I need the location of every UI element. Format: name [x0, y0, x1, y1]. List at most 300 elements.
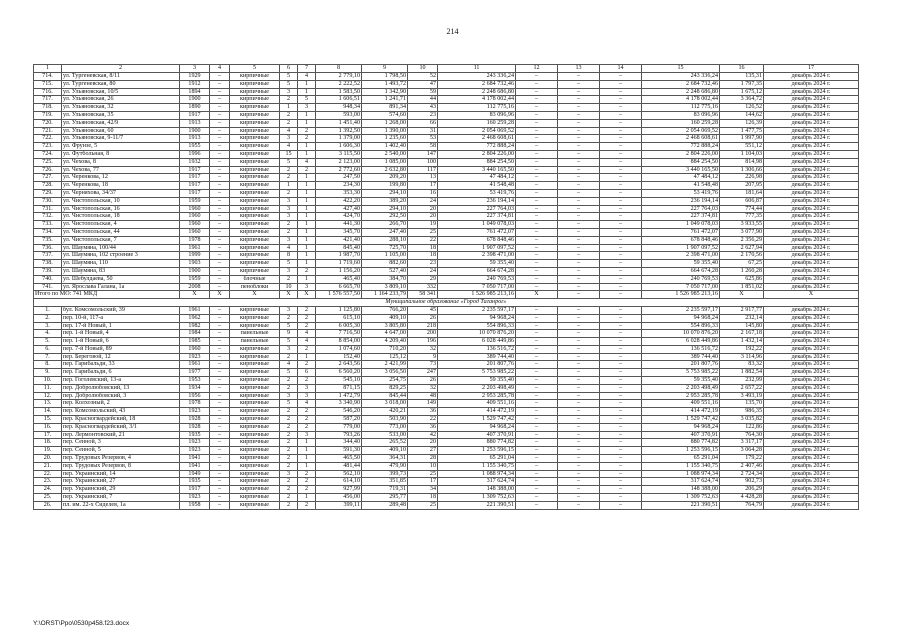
- table-cell: 766,20: [362, 306, 408, 314]
- table-cell: 717.: [34, 96, 62, 104]
- table-cell: 6 028 449,86: [438, 338, 516, 346]
- table-cell: –: [210, 150, 230, 158]
- table-row: [34, 73, 859, 81]
- table-cell: –: [600, 80, 642, 88]
- table-cell: 26.: [34, 501, 62, 509]
- table-cell: декабрь 2024 г.: [764, 213, 859, 221]
- table-cell: 47: [408, 80, 438, 88]
- table-cell: 207,95: [720, 182, 764, 190]
- table-cell: 1932: [180, 158, 210, 166]
- table-cell: 1 606,30: [316, 143, 362, 151]
- table-cell: 201 807,76: [438, 361, 516, 369]
- table-cell: 3 493,19: [720, 392, 764, 400]
- table-cell: 2: [280, 314, 298, 322]
- table-cell: 2 779,10: [316, 73, 362, 81]
- table-cell: –: [558, 189, 600, 197]
- table-cell: –: [210, 166, 230, 174]
- table-cell: декабрь 2024 г.: [764, 431, 859, 439]
- table-cell: –: [210, 80, 230, 88]
- table-cell: 3: [280, 470, 298, 478]
- table-cell: –: [558, 455, 600, 463]
- table-cell: 9.: [34, 369, 62, 377]
- table-cell: 1 797,35: [720, 80, 764, 88]
- table-cell: 678 848,46: [438, 236, 516, 244]
- table-cell: –: [516, 275, 558, 283]
- table-row: [34, 228, 859, 236]
- table-cell: ул. Фрунзе, 5: [62, 143, 180, 151]
- table-cell: 2: [280, 221, 298, 229]
- table-cell: –: [600, 330, 642, 338]
- table-cell: 1913: [180, 119, 210, 127]
- table-cell: 1929: [180, 73, 210, 81]
- table-cell: декабрь 2024 г.: [764, 322, 859, 330]
- table-cell: –: [516, 486, 558, 494]
- table-cell: 247: [408, 369, 438, 377]
- table-cell: 593,00: [316, 111, 362, 119]
- table-cell: декабрь 2024 г.: [764, 392, 859, 400]
- table-cell: –: [210, 392, 230, 400]
- table-cell: 1 907 097,52: [642, 244, 720, 252]
- table-cell: 3: [298, 384, 316, 392]
- table-cell: –: [558, 104, 600, 112]
- table-cell: 728.: [34, 182, 62, 190]
- table-cell: 364,31: [362, 455, 408, 463]
- table-cell: –: [210, 275, 230, 283]
- table-cell: 200: [408, 330, 438, 338]
- table-cell: 6 028 449,86: [642, 338, 720, 346]
- table-cell: –: [516, 478, 558, 486]
- table-cell: –: [558, 111, 600, 119]
- table-cell: 3: [280, 135, 298, 143]
- table-cell: 12: [516, 65, 558, 73]
- table-cell: 4: [280, 127, 298, 135]
- table-cell: декабрь 2024 г.: [764, 486, 859, 494]
- table-cell: 1 241,71: [362, 96, 408, 104]
- table-cell: 3: [280, 392, 298, 400]
- table-cell: 221 390,51: [438, 501, 516, 509]
- table-cell: –: [210, 478, 230, 486]
- table-cell: –: [600, 338, 642, 346]
- table-cell: 414 472,19: [642, 408, 720, 416]
- table-cell: –: [558, 127, 600, 135]
- table-cell: пер. Украинский, 7: [62, 494, 180, 502]
- table-cell: 733.: [34, 221, 62, 229]
- table-cell: 2: [280, 431, 298, 439]
- table-cell: 53 419,76: [642, 189, 720, 197]
- table-cell: 414 472,19: [438, 408, 516, 416]
- table-cell: 3 809,10: [362, 283, 408, 291]
- table-cell: –: [516, 244, 558, 252]
- table-cell: –: [600, 447, 642, 455]
- table-cell: панельные: [230, 330, 280, 338]
- table-cell: 1928: [180, 423, 210, 431]
- table-cell: –: [210, 96, 230, 104]
- table-cell: кирпичные: [230, 80, 280, 88]
- table-cell: –: [516, 213, 558, 221]
- table-cell: ул. Ульяновская, 10/5: [62, 88, 180, 96]
- table-cell: декабрь 2024 г.: [764, 462, 859, 470]
- table-cell: 4 428,28: [720, 494, 764, 502]
- table-cell: –: [516, 361, 558, 369]
- table-cell: 232,99: [720, 377, 764, 385]
- table-cell: Итого по МО: 741 МКД: [34, 291, 180, 299]
- table-cell: кирпичные: [230, 96, 280, 104]
- table-cell: ул. Шаумяна, 83: [62, 267, 180, 275]
- table-cell: –: [600, 345, 642, 353]
- table-cell: –: [558, 361, 600, 369]
- table-cell: –: [516, 221, 558, 229]
- table-cell: декабрь 2024 г.: [764, 127, 859, 135]
- table-cell: 774,44: [720, 205, 764, 213]
- table-cell: 722.: [34, 135, 62, 143]
- table-cell: кирпичные: [230, 361, 280, 369]
- table-cell: декабрь 2024 г.: [764, 205, 859, 213]
- table-cell: 5: [280, 322, 298, 330]
- table-cell: 24: [408, 267, 438, 275]
- table-cell: 20: [408, 439, 438, 447]
- table-cell: 407 370,91: [438, 431, 516, 439]
- table-cell: 1 907 097,52: [438, 244, 516, 252]
- table-cell: –: [558, 221, 600, 229]
- table-cell: 409,10: [362, 447, 408, 455]
- table-cell: 664 674,28: [642, 267, 720, 275]
- table-cell: кирпичные: [230, 377, 280, 385]
- table-cell: 13: [558, 65, 600, 73]
- table-cell: 678 848,46: [642, 236, 720, 244]
- table-cell: 1917: [180, 166, 210, 174]
- table-cell: 5: [280, 400, 298, 408]
- table-cell: 3 440 165,50: [438, 166, 516, 174]
- table-cell: декабрь 2024 г.: [764, 182, 859, 190]
- table-cell: 721.: [34, 127, 62, 135]
- table-cell: 1 049 078,03: [438, 221, 516, 229]
- table-cell: 3 114,96: [720, 353, 764, 361]
- table-cell: 3: [280, 197, 298, 205]
- table-cell: 53 419,76: [438, 189, 516, 197]
- table-cell: декабрь 2024 г.: [764, 384, 859, 392]
- table-cell: 732.: [34, 213, 62, 221]
- table-cell: –: [558, 369, 600, 377]
- table-cell: –: [210, 213, 230, 221]
- table-cell: 24: [408, 197, 438, 205]
- table-row: [34, 478, 859, 486]
- table-cell: 351,85: [362, 478, 408, 486]
- table-cell: –: [600, 244, 642, 252]
- table-cell: панельные: [230, 338, 280, 346]
- table-cell: 7 716,50: [316, 330, 362, 338]
- table-cell: 389 744,40: [642, 353, 720, 361]
- table-cell: 13.: [34, 400, 62, 408]
- table-cell: кирпичные: [230, 369, 280, 377]
- table-cell: 19: [408, 221, 438, 229]
- table-cell: –: [210, 127, 230, 135]
- table-cell: 2 953 285,78: [438, 392, 516, 400]
- table-cell: 3: [298, 104, 316, 112]
- table-cell: декабрь 2024 г.: [764, 96, 859, 104]
- table-cell: –: [210, 88, 230, 96]
- table-cell: 42: [408, 431, 438, 439]
- table-cell: 718.: [34, 104, 62, 112]
- table-cell: –: [516, 431, 558, 439]
- table-cell: 2: [280, 275, 298, 283]
- table-cell: 527,40: [362, 267, 408, 275]
- table-cell: –: [600, 392, 642, 400]
- table-cell: 1923: [180, 353, 210, 361]
- table-cell: –: [600, 431, 642, 439]
- table-cell: 2 054 069,52: [438, 127, 516, 135]
- table-cell: 3 933,55: [720, 221, 764, 229]
- table-cell: 73: [408, 361, 438, 369]
- table-cell: 1956: [180, 392, 210, 400]
- table-cell: –: [558, 338, 600, 346]
- table-cell: 734.: [34, 228, 62, 236]
- table-cell: 1: [280, 104, 298, 112]
- table-cell: 3: [180, 65, 210, 73]
- housing-table-wrapper: [33, 64, 858, 510]
- table-cell: кирпичные: [230, 228, 280, 236]
- table-row: [34, 213, 859, 221]
- table-cell: 2: [298, 306, 316, 314]
- table-cell: 41 548,48: [438, 182, 516, 190]
- table-cell: 3.: [34, 322, 62, 330]
- table-cell: 1 576 557,50: [316, 291, 362, 299]
- table-cell: 6 560,20: [316, 369, 362, 377]
- table-cell: 3 018,00: [362, 400, 408, 408]
- table-cell: –: [516, 338, 558, 346]
- table-cell: 83 096,96: [438, 111, 516, 119]
- table-cell: –: [600, 150, 642, 158]
- table-cell: 1 088 974,34: [642, 470, 720, 478]
- table-row: [34, 104, 859, 112]
- table-cell: 761 472,07: [438, 228, 516, 236]
- table-cell: 160 259,28: [438, 119, 516, 127]
- table-row: [34, 143, 859, 151]
- table-cell: 591,30: [316, 447, 362, 455]
- table-cell: 199,80: [362, 182, 408, 190]
- table-cell: 1917: [180, 182, 210, 190]
- table-cell: –: [600, 478, 642, 486]
- table-cell: –: [600, 501, 642, 509]
- table-cell: 1 529 747,42: [438, 416, 516, 424]
- table-cell: 6 005,30: [316, 322, 362, 330]
- table-cell: 2: [280, 189, 298, 197]
- table-cell: 25: [408, 501, 438, 509]
- table-cell: кирпичные: [230, 213, 280, 221]
- table-cell: –: [600, 377, 642, 385]
- table-cell: 295,77: [362, 494, 408, 502]
- table-cell: кирпичные: [230, 439, 280, 447]
- table-cell: 192,22: [720, 345, 764, 353]
- table-cell: 2 398 471,00: [438, 252, 516, 260]
- table-cell: декабрь 2024 г.: [764, 353, 859, 361]
- table-cell: 399,73: [362, 470, 408, 478]
- table-cell: –: [600, 462, 642, 470]
- table-cell: декабрь 2024 г.: [764, 377, 859, 385]
- table-cell: –: [516, 143, 558, 151]
- table-cell: –: [516, 470, 558, 478]
- table-cell: 344,40: [316, 439, 362, 447]
- table-cell: 5 753 985,22: [642, 369, 720, 377]
- table-cell: X: [764, 291, 859, 299]
- table-cell: –: [210, 143, 230, 151]
- table-cell: 1 432,14: [720, 338, 764, 346]
- table-cell: 148 388,00: [438, 486, 516, 494]
- table-cell: пер. Добролюбовский, 3: [62, 392, 180, 400]
- table-cell: блочные: [230, 275, 280, 283]
- table-cell: –: [210, 501, 230, 509]
- table-cell: кирпичные: [230, 353, 280, 361]
- table-cell: 1 155 340,75: [642, 462, 720, 470]
- table-cell: 2 235 597,17: [438, 306, 516, 314]
- table-cell: 117: [408, 166, 438, 174]
- table-cell: 741.: [34, 283, 62, 291]
- table-cell: 1 074,60: [316, 345, 362, 353]
- table-cell: бул. Комсомольский, 39: [62, 306, 180, 314]
- table-cell: 606,87: [720, 197, 764, 205]
- table-cell: –: [210, 221, 230, 229]
- table-cell: 1: [298, 244, 316, 252]
- table-cell: 1978: [180, 236, 210, 244]
- table-cell: –: [558, 322, 600, 330]
- table-cell: –: [558, 260, 600, 268]
- table-cell: –: [516, 306, 558, 314]
- table-cell: 59 355,40: [438, 260, 516, 268]
- page-number: 214: [446, 27, 459, 36]
- table-cell: –: [558, 197, 600, 205]
- table-row: [34, 205, 859, 213]
- table-cell: ул. Шебулдаева, 50: [62, 275, 180, 283]
- table-cell: 1 104,03: [720, 150, 764, 158]
- table-cell: 26: [408, 377, 438, 385]
- table-cell: –: [210, 494, 230, 502]
- table-cell: –: [600, 228, 642, 236]
- table-cell: 1 088 974,34: [438, 470, 516, 478]
- table-cell: –: [600, 158, 642, 166]
- table-cell: ул. Ульяновская, 9-11/7: [62, 135, 180, 143]
- table-cell: 1 526 985 213,16: [438, 291, 516, 299]
- table-row: [34, 119, 859, 127]
- table-cell: кирпичные: [230, 236, 280, 244]
- table-cell: 149: [408, 400, 438, 408]
- table-cell: декабрь 2024 г.: [764, 494, 859, 502]
- table-cell: –: [600, 189, 642, 197]
- table-cell: 266,70: [362, 221, 408, 229]
- table-cell: 5: [280, 369, 298, 377]
- table-cell: 3: [280, 88, 298, 96]
- table-cell: 345,70: [316, 228, 362, 236]
- table-cell: 1: [298, 205, 316, 213]
- table-cell: –: [600, 423, 642, 431]
- table-cell: 715.: [34, 80, 62, 88]
- table-cell: 424,70: [316, 213, 362, 221]
- table-cell: 1941: [180, 455, 210, 463]
- table-cell: 3 077,90: [720, 228, 764, 236]
- table-cell: –: [600, 361, 642, 369]
- table-cell: пер. 1-й Новый, 4: [62, 330, 180, 338]
- table-cell: 52: [408, 73, 438, 81]
- table-cell: 201 807,76: [642, 361, 720, 369]
- table-cell: 2 203 498,49: [642, 384, 720, 392]
- table-cell: 1960: [180, 345, 210, 353]
- table-cell: 3 035,82: [720, 416, 764, 424]
- table-cell: декабрь 2024 г.: [764, 423, 859, 431]
- table-cell: 19.: [34, 447, 62, 455]
- table-row: [34, 494, 859, 502]
- table-cell: декабрь 2024 г.: [764, 104, 859, 112]
- table-row: [34, 150, 859, 158]
- table-cell: 2008: [180, 283, 210, 291]
- table-row: [34, 267, 859, 275]
- table-cell: кирпичные: [230, 252, 280, 260]
- table-cell: –: [558, 150, 600, 158]
- table-cell: 1913: [180, 135, 210, 143]
- table-cell: –: [516, 377, 558, 385]
- table-cell: 1: [298, 353, 316, 361]
- table-cell: 112 775,16: [642, 104, 720, 112]
- table-cell: 145,80: [720, 322, 764, 330]
- table-cell: ул. Ульяновская, 42/9: [62, 119, 180, 127]
- table-cell: 1996: [180, 150, 210, 158]
- table-cell: декабрь 2024 г.: [764, 306, 859, 314]
- table-cell: кирпичные: [230, 135, 280, 143]
- table-cell: 4: [280, 244, 298, 252]
- table-cell: кирпичные: [230, 447, 280, 455]
- table-cell: 737.: [34, 252, 62, 260]
- table-cell: 3: [280, 345, 298, 353]
- table-cell: 1958: [180, 501, 210, 509]
- table-cell: 1 402,40: [362, 143, 408, 151]
- table-cell: 24.: [34, 486, 62, 494]
- table-cell: 4 178 002,44: [642, 96, 720, 104]
- table-cell: –: [210, 447, 230, 455]
- table-cell: пер. Гоголевский, 13-а: [62, 377, 180, 385]
- table-cell: 4: [298, 400, 316, 408]
- table-cell: 59 355,40: [642, 377, 720, 385]
- table-cell: X: [298, 291, 316, 299]
- table-row: [34, 462, 859, 470]
- table-cell: 740.: [34, 275, 62, 283]
- table-cell: 1: [34, 65, 62, 73]
- table-cell: 10.: [34, 377, 62, 385]
- table-cell: 4: [298, 330, 316, 338]
- table-cell: 2 398 471,00: [642, 252, 720, 260]
- table-cell: 1.: [34, 306, 62, 314]
- table-cell: 481,44: [316, 462, 362, 470]
- table-cell: 15.: [34, 416, 62, 424]
- table-cell: декабрь 2024 г.: [764, 501, 859, 509]
- table-cell: –: [516, 455, 558, 463]
- table-cell: пер. Береговой, 12: [62, 353, 180, 361]
- table-cell: 136 516,72: [642, 345, 720, 353]
- table-cell: 4: [210, 65, 230, 73]
- table-cell: 2 804 226,00: [642, 150, 720, 158]
- table-cell: –: [600, 267, 642, 275]
- table-cell: 1: [298, 119, 316, 127]
- table-cell: декабрь 2024 г.: [764, 408, 859, 416]
- table-cell: 9: [362, 65, 408, 73]
- table-row: [34, 400, 859, 408]
- table-cell: 14: [600, 65, 642, 73]
- table-cell: 2 657,22: [720, 384, 764, 392]
- table-cell: 551,12: [720, 143, 764, 151]
- table-cell: 83 096,96: [642, 111, 720, 119]
- table-cell: –: [600, 96, 642, 104]
- table-cell: –: [516, 353, 558, 361]
- table-cell: 3 064,28: [720, 447, 764, 455]
- table-cell: –: [558, 494, 600, 502]
- table-cell: 729.: [34, 189, 62, 197]
- table-row: [34, 447, 859, 455]
